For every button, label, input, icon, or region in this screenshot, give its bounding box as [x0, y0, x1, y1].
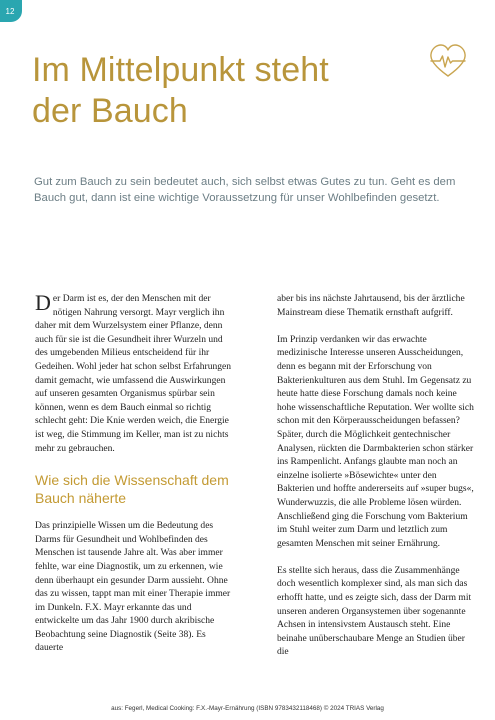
- section-subheading: Wie sich die Wissenschaft dem Bauch näherte: [35, 472, 229, 507]
- intro-text: Gut zum Bauch zu sein bedeutet auch, sich selbst etwas Gutes zu tun. Geht es dem Bauch gut, dann ist eine wichtige Voraussetzung für unser Wohlbefinden gesetzt.: [34, 176, 456, 204]
- title-line-2: der Bauch: [32, 92, 188, 130]
- right-paragraph-2: Im Prinzip verdanken wir das erwachte medizinische Interesse unseren Ausscheidungen, denn es begann mit der Erforschung von Bakterienkulturen aus dem Stuhl. Im Gegensatz zu heute hatte diese Forschung damals noch keine hohe wissenschaftliche Reputation. Wer wollte sich schon mit den Körperausscheidungen befassen? Später, durch die Möglichkeit gentechnischer Analysen, rückten die Darmbakterien schon stärker ins Rampenlicht. Anfangs glaubte man noch an einzelne isolierte »Bösewichte« unter den Bakterien und hoffte andererseits auf »super bugs«, Wunderwuzzis, die alle Probleme lösen würden. Anschließend ging die Forschung vom Bakterium im Stuhl weiter zum Darm und letztlich zum gesamten Menschen mit seiner Ernährung.: [277, 333, 474, 549]
- right-paragraph-1: aber bis ins nächste Jahrtausend, bis der ärztliche Mainstream diese Thematik ernsthaft aufgriff.: [277, 293, 465, 318]
- page-number: 12: [5, 6, 15, 16]
- left-paragraph-1-text: er Darm ist es, der den Menschen mit der nötigen Nahrung versorgt. Mayr verglich ihn daher mit dem Wurzelsystem einer Pflanze, denn auch für sie ist die Gesundheit ihrer Wurzeln und des umgebenden Milieus entscheidend für ihr Gedeihen. Wohl jeder hat schon selbst Erfahrungen damit gemacht, wie umfassend die Auswirkungen auf unseren gesamten Organismus spürbar sein können, wenn es dem Bauch einmal so richtig schlecht geht: Die Knie werden weich, die Energie ist weg, die Stimmung im Keller, man ist zu nichts mehr zu gebrauchen.: [35, 293, 232, 454]
- left-paragraph-2: Das prinzipielle Wissen um die Bedeutung des Darms für Gesundheit und Wohlbefinden des Menschen ist tausende Jahre alt. Was aber immer fehlte, war eine Diagnostik, um zu erkennen, wie denn überhaupt ein gesunder Darm aussieht. Ohne das zu wissen, tappt man mit einer Therapie immer im Dunkeln. F.X. Mayr erkannte das und entwickelte um das Jahr 1900 durch akribische Beobachtung seine Diagnostik (Seite 38). Es dauerte: [35, 520, 231, 654]
- right-paragraph-3: Es stellte sich heraus, dass die Zusammenhänge doch wesentlich komplexer sind, als man sich das erhofft hatte, und es zeigte sich, dass der Darm mit unseren anderen Organsystemen über sogenannte Achsen in intensivstem Austausch steht. Eine beinahe unüberschaubare Menge an Studien über die: [277, 564, 472, 658]
- source-footer: aus: Fegerl, Medical Cooking: F.X.-Mayr-Ernährung (ISBN 9783432118468) © 2024 TRIAS Verlag: [111, 705, 384, 712]
- title-line-1: Im Mittelpunkt steht: [32, 51, 329, 89]
- left-paragraph-1: [35, 292, 232, 455]
- page-number-badge: [0, 0, 22, 22]
- heart-pulse-icon: [428, 42, 468, 82]
- drop-cap: D: [35, 290, 51, 315]
- right-column: [277, 292, 474, 659]
- page-title: [32, 50, 329, 132]
- left-column: [35, 292, 232, 655]
